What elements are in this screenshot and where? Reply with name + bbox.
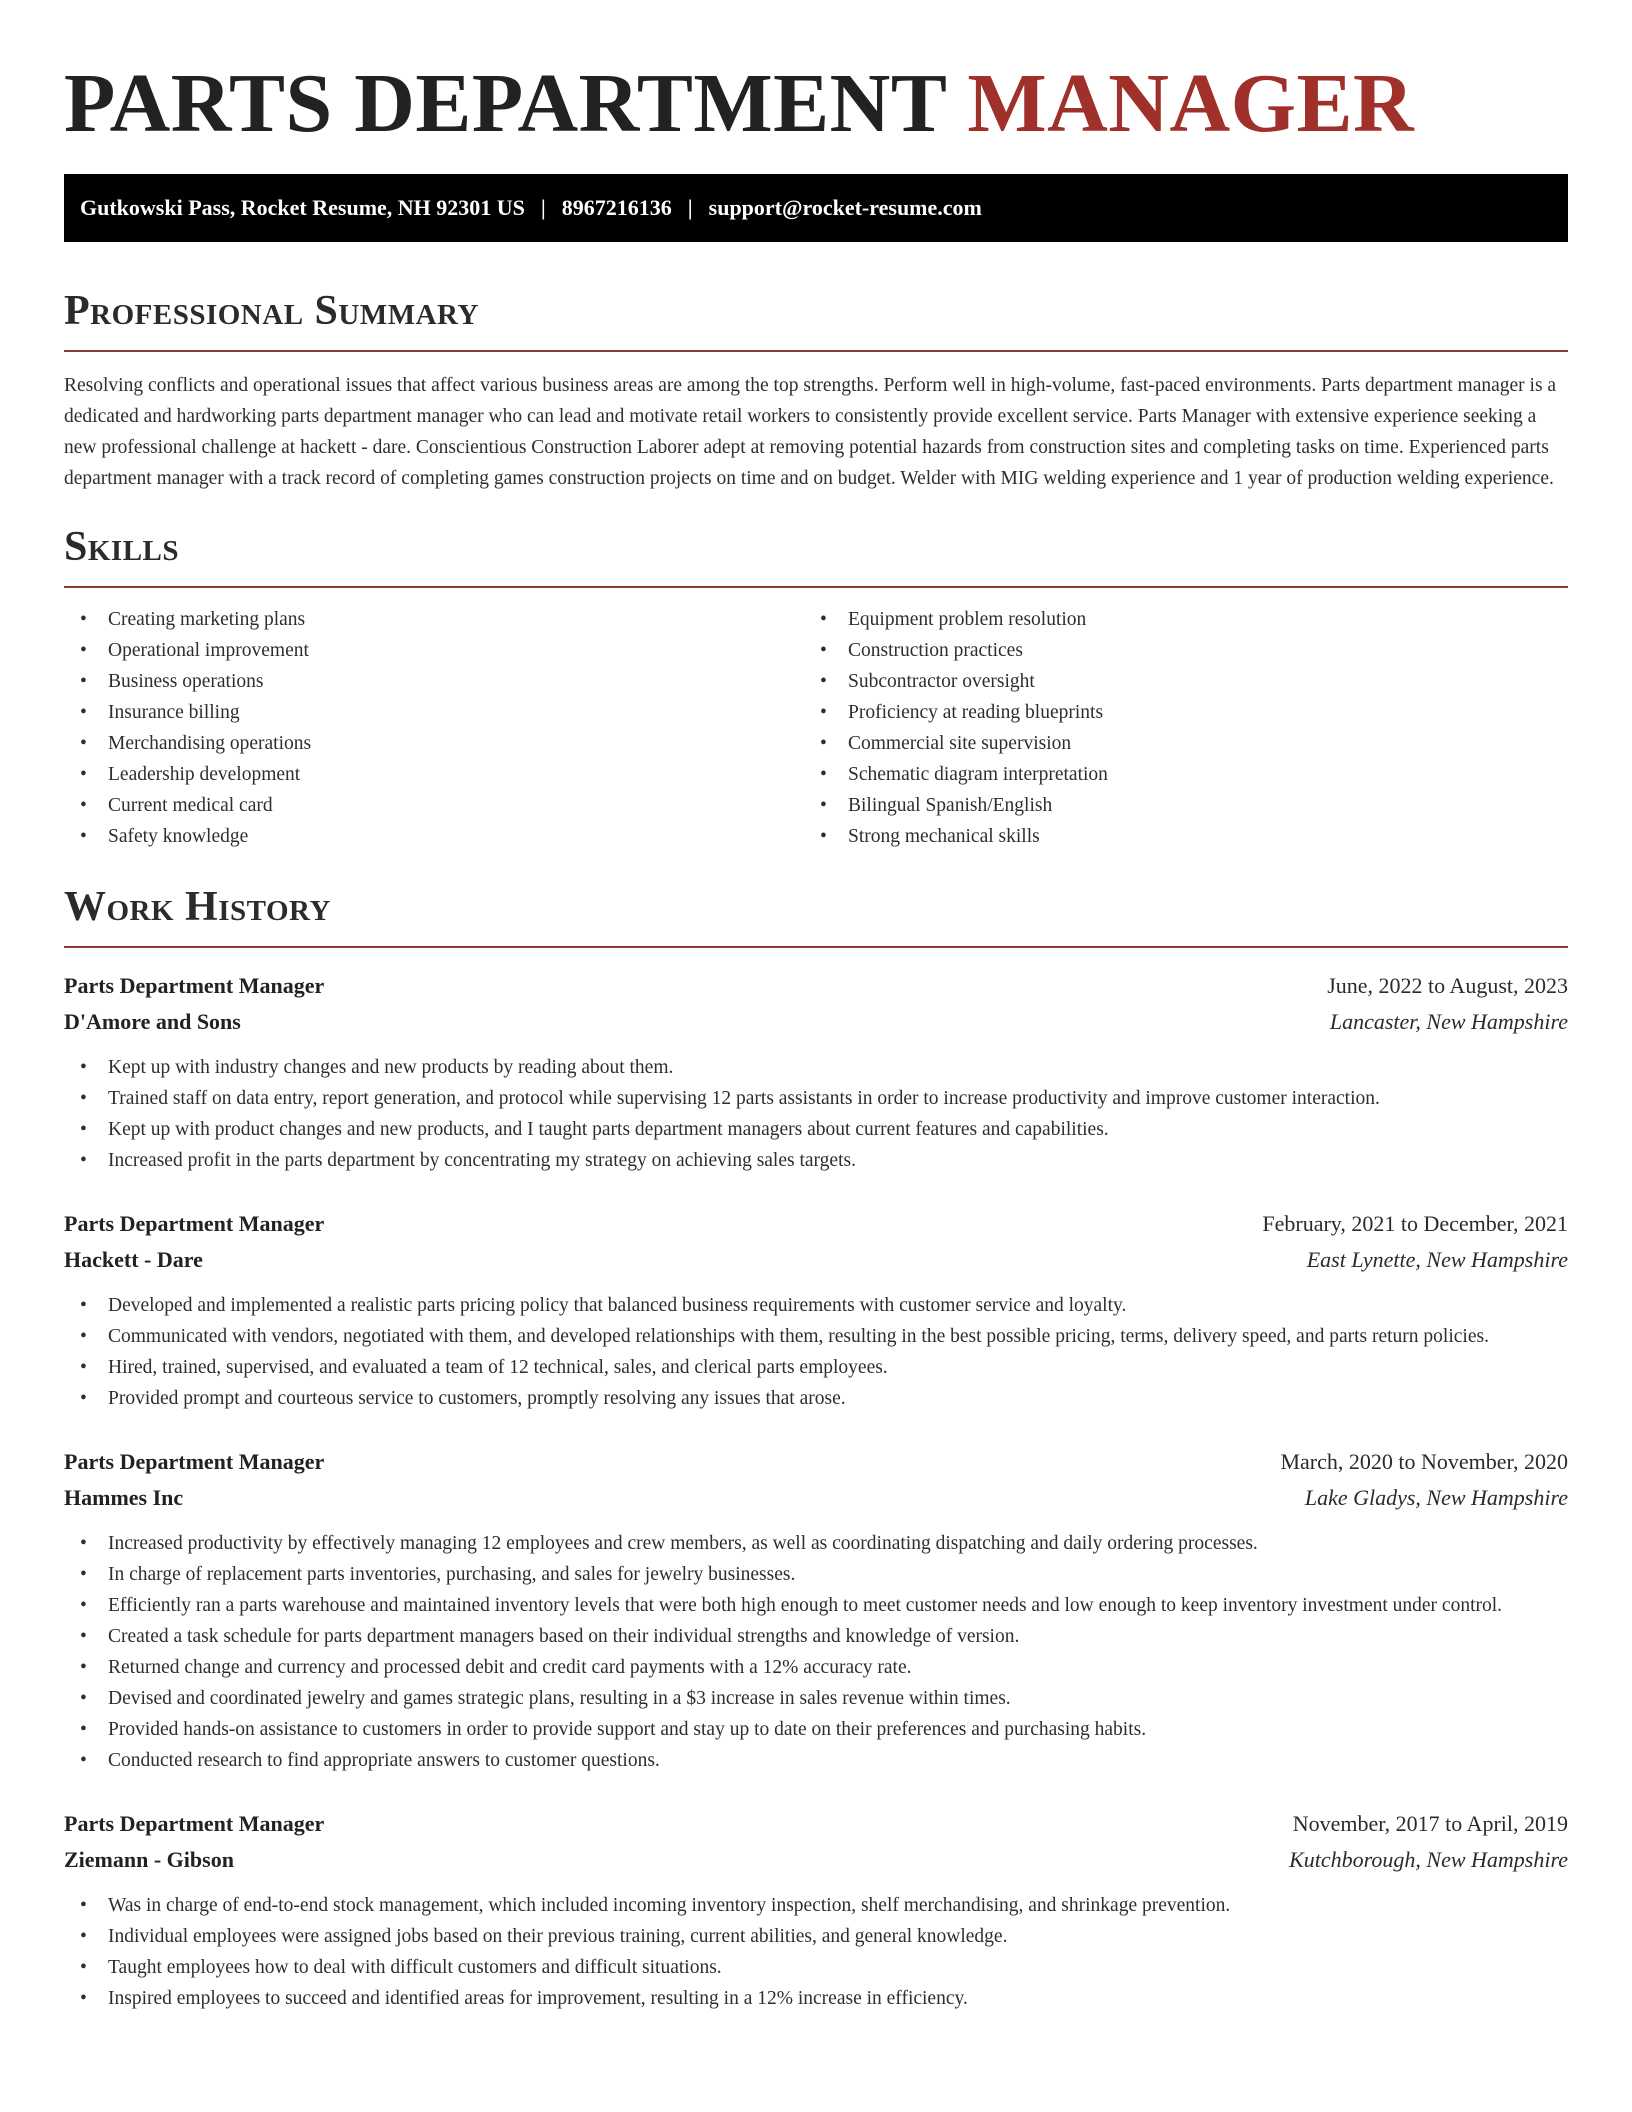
summary-section	[64, 286, 1568, 494]
job-company: D'Amore and Sons	[64, 1009, 241, 1034]
job-header-row	[64, 1206, 1568, 1242]
job-company-row	[64, 1242, 1568, 1278]
list-item: • Creating marketing plans	[64, 604, 804, 635]
list-item: • Insurance billing	[64, 697, 804, 728]
job-location: Kutchborough, New Hampshire	[1289, 1847, 1568, 1872]
list-item: • Equipment problem resolution	[804, 604, 1544, 635]
section-title-work: Work History	[64, 884, 331, 930]
list-item: • Returned change and currency and processed debit and credit card payments with a 12% accuracy rate.	[64, 1652, 1568, 1683]
list-item: • Current medical card	[64, 790, 804, 821]
job-header-row	[64, 1806, 1568, 1842]
job-location: Lancaster, New Hampshire	[1329, 1009, 1568, 1034]
job-entry	[64, 1444, 1568, 1776]
list-item: • Communicated with vendors, negotiated with them, and developed relationships with them, resulting in the best possible pricing, terms, delivery speed, and parts return policies.	[64, 1321, 1568, 1352]
list-item: • Provided prompt and courteous service to customers, promptly resolving any issues that arose.	[64, 1383, 1568, 1414]
list-item: • Construction practices	[804, 635, 1544, 666]
list-item: • In charge of replacement parts inventories, purchasing, and sales for jewelry businesses.	[64, 1559, 1568, 1590]
job-entry	[64, 1206, 1568, 1414]
list-item: • Commercial site supervision	[804, 728, 1544, 759]
list-item: • Kept up with product changes and new products, and I taught parts department managers about current features and capabilities.	[64, 1114, 1568, 1145]
job-dates: June, 2022 to August, 2023	[1327, 973, 1568, 998]
job-company-row	[64, 1004, 1568, 1040]
list-item: • Increased profit in the parts department by concentrating my strategy on achieving sales targets.	[64, 1145, 1568, 1176]
list-item: • Efficiently ran a parts warehouse and maintained inventory levels that were both high enough to meet customer needs and low enough to keep inventory investment under control.	[64, 1590, 1568, 1621]
job-dates: February, 2021 to December, 2021	[1262, 1211, 1568, 1236]
list-item: • Proficiency at reading blueprints	[804, 697, 1544, 728]
job-company-row	[64, 1842, 1568, 1878]
job-location: Lake Gladys, New Hampshire	[1304, 1485, 1568, 1510]
list-item: • Taught employees how to deal with difficult customers and difficult situations.	[64, 1952, 1568, 1983]
summary-text: Resolving conflicts and operational issues that affect various business areas are among the top strengths. Perform well in high-volume, fast-paced environments. Parts department manager is a dedicated and hardworking parts department manager who can lead and motivate retail workers to consistently provide excellent service. Parts Manager with extensive experience seeking a new professional challenge at hackett - dare. Conscientious Construction Laborer adept at removing potential hazards from construction sites and completing tasks on time. Experienced parts department manager with a track record of completing games construction projects on time and on budget. Welder with MIG welding experience and 1 year of production welding experience.	[64, 375, 1557, 489]
contact-bar	[64, 174, 1568, 242]
job-bullet-list	[64, 1890, 1568, 2014]
job-header-row	[64, 1444, 1568, 1480]
contact-separator: |	[687, 195, 693, 220]
job-title: Parts Department Manager	[64, 1449, 325, 1474]
job-dates: March, 2020 to November, 2020	[1280, 1449, 1568, 1474]
resume-name	[64, 0, 1568, 152]
job-entry	[64, 968, 1568, 1176]
contact-email: support@rocket-resume.com	[708, 195, 982, 220]
job-company: Hackett - Dare	[64, 1247, 203, 1272]
job-company: Ziemann - Gibson	[64, 1847, 234, 1872]
list-item: • Business operations	[64, 666, 804, 697]
section-title-summary: Professional Summary	[64, 288, 479, 334]
section-title-skills: Skills	[64, 524, 180, 570]
list-item: • Subcontractor oversight	[804, 666, 1544, 697]
list-item: • Developed and implemented a realistic parts pricing policy that balanced business requirements with customer service and loyalty.	[64, 1290, 1568, 1321]
job-bullet-list	[64, 1528, 1568, 1776]
list-item: • Schematic diagram interpretation	[804, 759, 1544, 790]
job-header-row	[64, 968, 1568, 1004]
skills-section	[64, 522, 1568, 852]
job-location: East Lynette, New Hampshire	[1306, 1247, 1568, 1272]
list-item: • Inspired employees to succeed and identified areas for improvement, resulting in a 12% increase in efficiency.	[64, 1983, 1568, 2014]
list-item: • Kept up with industry changes and new products by reading about them.	[64, 1052, 1568, 1083]
list-item: • Devised and coordinated jewelry and games strategic plans, resulting in a $3 increase in sales revenue within times.	[64, 1683, 1568, 1714]
job-bullet-list	[64, 1052, 1568, 1176]
contact-address: Gutkowski Pass, Rocket Resume, NH 92301 US	[80, 195, 525, 220]
list-item: • Individual employees were assigned jobs based on their previous training, current abilities, and general knowledge.	[64, 1921, 1568, 1952]
contact-phone: 8967216136	[561, 195, 672, 220]
job-company: Hammes Inc	[64, 1485, 184, 1510]
section-divider	[64, 946, 1568, 948]
job-title: Parts Department Manager	[64, 1811, 325, 1836]
list-item: • Hired, trained, supervised, and evaluated a team of 12 technical, sales, and clerical parts employees.	[64, 1352, 1568, 1383]
job-dates: November, 2017 to April, 2019	[1292, 1811, 1568, 1836]
list-item: • Created a task schedule for parts department managers based on their individual strengths and knowledge of version.	[64, 1621, 1568, 1652]
list-item: • Operational improvement	[64, 635, 804, 666]
list-item: • Conducted research to find appropriate answers to customer questions.	[64, 1745, 1568, 1776]
list-item: • Bilingual Spanish/English	[804, 790, 1544, 821]
section-divider	[64, 350, 1568, 352]
list-item: • Increased productivity by effectively managing 12 employees and crew members, as well as coordinating dispatching and daily ordering processes.	[64, 1528, 1568, 1559]
job-company-row	[64, 1480, 1568, 1516]
contact-separator: |	[540, 195, 546, 220]
skills-list-right	[804, 604, 1544, 852]
job-bullet-list	[64, 1290, 1568, 1414]
job-list	[64, 968, 1568, 2014]
skills-list-left	[64, 604, 804, 852]
job-entry	[64, 1806, 1568, 2014]
section-divider	[64, 586, 1568, 588]
name-accent: MANAGER	[967, 57, 1415, 150]
list-item: • Was in charge of end-to-end stock management, which included incoming inventory inspection, shelf merchandising, and shrinkage prevention.	[64, 1890, 1568, 1921]
work-section	[64, 882, 1568, 2014]
list-item: • Provided hands-on assistance to customers in order to provide support and stay up to date on their preferences and purchasing habits.	[64, 1714, 1568, 1745]
job-title: Parts Department Manager	[64, 973, 325, 998]
list-item: • Safety knowledge	[64, 821, 804, 852]
list-item: • Merchandising operations	[64, 728, 804, 759]
list-item: • Strong mechanical skills	[804, 821, 1544, 852]
list-item: • Trained staff on data entry, report generation, and protocol while supervising 12 parts assistants in order to increase productivity and improve customer interaction.	[64, 1083, 1568, 1114]
skills-columns	[64, 604, 1568, 852]
list-item: • Leadership development	[64, 759, 804, 790]
name-main: PARTS DEPARTMENT	[64, 57, 946, 150]
job-title: Parts Department Manager	[64, 1211, 325, 1236]
